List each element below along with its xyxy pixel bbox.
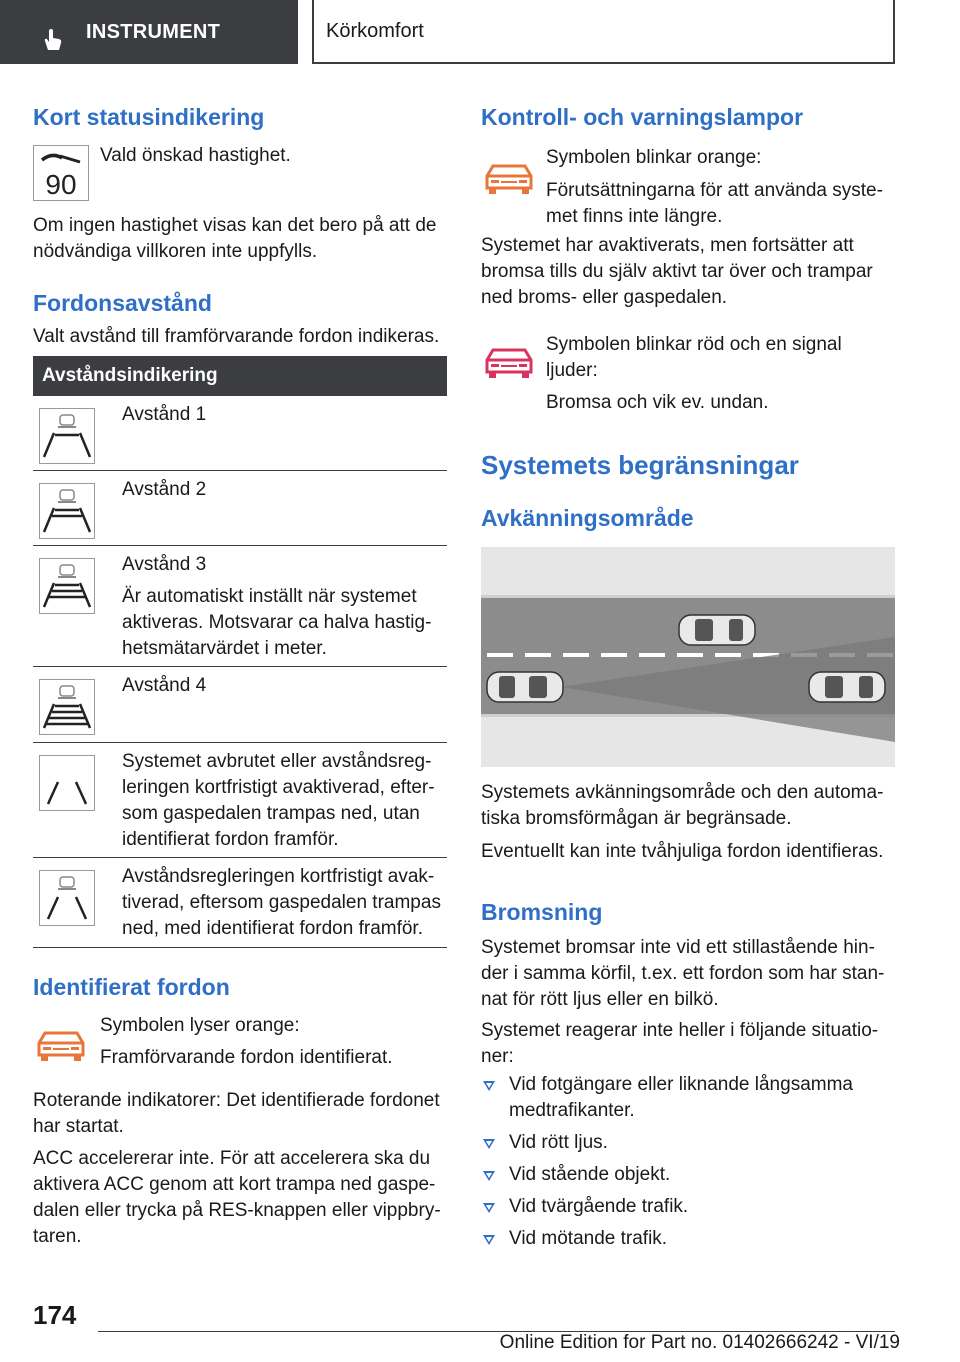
ident-caption-1: Symbolen lyser orange: [100, 1015, 300, 1036]
kort-status-heading: Kort statusindikering [33, 104, 265, 130]
distance-3-icon [39, 558, 95, 614]
list-item: Vid fotgängare eller liknande långsamma medtrafikanter. [481, 1072, 895, 1124]
ident-paragraph-1: Roterande indikatorer: Det identifierade fordonet har startat. [33, 1090, 440, 1137]
table-row [33, 396, 447, 471]
car-top-icon [679, 615, 755, 645]
red-caption-2: Bromsa och vik ev. undan. [546, 392, 769, 413]
kontroll-heading: Kontroll- och varningslampor [481, 104, 804, 130]
orange-caption-1: Symbolen blinkar orange: [546, 147, 762, 168]
distance-2-label: Avstånd 2 [122, 479, 207, 500]
list-item: Vid tvärgående trafik. [481, 1194, 895, 1220]
table-row [33, 743, 447, 858]
fordonsavstand-heading: Fordonsavstånd [33, 290, 212, 316]
avk-paragraph-1: Systemets avkänningsområde och den automatiska bromsförmågan är begränsade. [481, 782, 884, 829]
vehicle-red-warning-icon [481, 342, 537, 387]
distance-table-header [33, 356, 447, 396]
situation-list [481, 1072, 895, 1258]
distance-4-icon [39, 679, 95, 735]
distance-1-icon [39, 408, 95, 464]
vehicle-orange-icon [33, 1025, 89, 1070]
bromsning-heading: Bromsning [481, 899, 603, 925]
broms-paragraph-1: Systemet bromsar inte vid ett stillastående hinder i samma körfil, t.ex. ett fordon som har stannat för rött ljus eller en bilkö. [481, 937, 885, 1010]
distance-3-description: Är automatiskt inställt när systemet aktiveras. Motsvarar ca halva hastighetsmätarvärdet i meter. [122, 586, 432, 659]
chapter-title [312, 0, 895, 64]
distance-table-header-label: Avståndsindikering [42, 365, 218, 386]
triangle-bullet-icon [483, 1203, 495, 1213]
begransningar-heading: Systemets begränsningar [481, 450, 799, 480]
list-item: Vid stående objekt. [481, 1162, 895, 1188]
avkanningsomrade-heading: Avkänningsområde [481, 505, 694, 531]
triangle-bullet-icon [483, 1139, 495, 1149]
distance-off-icon [39, 755, 95, 811]
orange-paragraph: Systemet har avaktiverats, men fortsätter att bromsa tills du själv aktivt tar över och trampar ned broms- eller gaspedalen. [481, 235, 873, 308]
table-row [33, 858, 447, 948]
speed-note: Om ingen hastighet visas kan det bero på att de nödvändiga villkoren inte uppfylls. [33, 215, 437, 262]
speed-value: 90 [45, 169, 77, 200]
speed-indicator-icon [33, 145, 89, 201]
distance-off-vehicle-description: Avståndsregleringen kortfristigt avaktiverad, eftersom gaspedalen trampas ned, med identifierat fordon framför. [122, 866, 441, 939]
distance-4-label: Avstånd 4 [122, 675, 207, 696]
car-top-icon [487, 672, 563, 702]
distance-1-label: Avstånd 1 [122, 404, 207, 425]
speed-caption: Vald önskad hastighet. [100, 145, 291, 166]
car-top-icon [809, 672, 885, 702]
table-row [33, 471, 447, 546]
section-tab[interactable] [0, 0, 298, 64]
orange-caption-2: Förutsättningarna för att använda systemet finns inte längre. [546, 180, 883, 227]
distance-off-description: Systemet avbrutet eller avståndsregleringen kortfristigt avaktiverad, eftersom gaspedalen trampas ned, utan identifierat fordon framför. [122, 751, 435, 850]
distance-3-label: Avstånd 3 [122, 554, 207, 575]
triangle-bullet-icon [483, 1081, 495, 1091]
triangle-bullet-icon [483, 1235, 495, 1245]
table-row [33, 667, 447, 743]
footer-edition: Online Edition for Part no. 01402666242 - VI/19 [499, 1332, 900, 1353]
chapter-label: Körkomfort [326, 19, 424, 42]
triangle-bullet-icon [483, 1171, 495, 1181]
identifierat-heading: Identifierat fordon [33, 974, 230, 1000]
hand-pointer-icon [42, 28, 64, 52]
red-caption-1: Symbolen blinkar röd och en signal ljuder: [546, 334, 842, 381]
broms-paragraph-2: Systemet reagerar inte heller i följande situationer: [481, 1020, 879, 1067]
distance-off-vehicle-icon [39, 870, 95, 926]
list-item: Vid mötande trafik. [481, 1226, 895, 1252]
ident-caption-2: Framförvarande fordon identifierat. [100, 1047, 393, 1068]
vehicle-orange-warning-icon [481, 158, 537, 203]
list-item: Vid rött ljus. [481, 1130, 895, 1156]
section-title: INSTRUMENT [86, 20, 221, 43]
distance-2-icon [39, 483, 95, 539]
page-number: 174 [33, 1300, 77, 1330]
avk-paragraph-2: Eventuellt kan inte tvåhjuliga fordon identifieras. [481, 841, 884, 862]
detection-area-illustration [481, 547, 895, 767]
table-row [33, 546, 447, 667]
ident-paragraph-2: ACC accelererar inte. För att accelerera ska du aktivera ACC genom att kort trampa ned gaspedalen eller trycka på RES-knappen eller vippbrytaren. [33, 1148, 441, 1247]
fordonsavstand-text: Valt avstånd till framförvarande fordon indikeras. [33, 326, 440, 347]
